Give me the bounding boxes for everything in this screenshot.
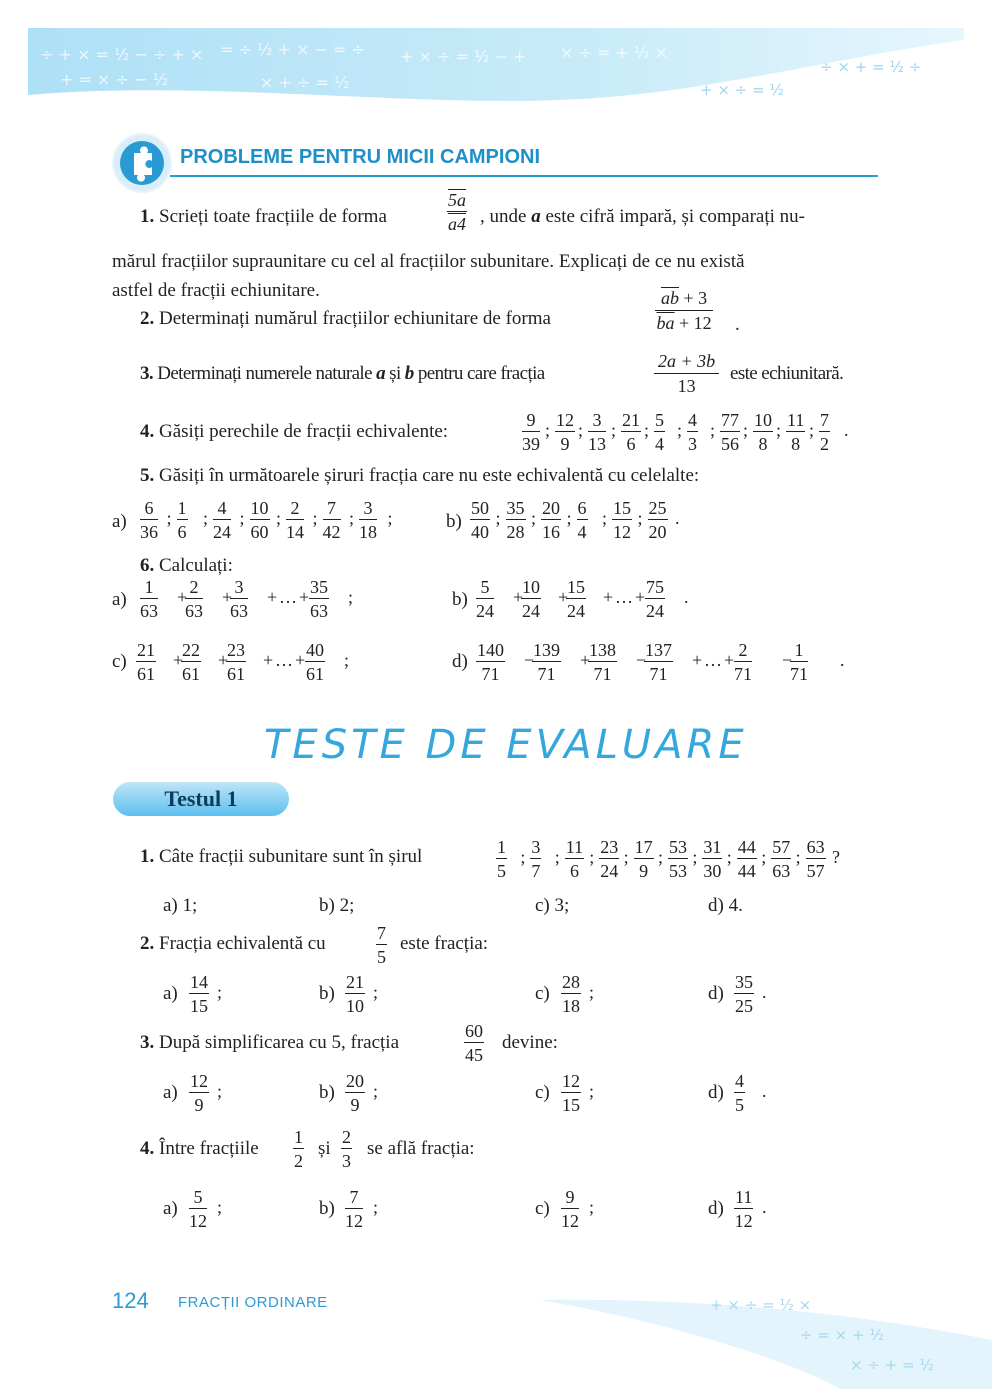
test-q4-fraction-1: $\frac{1}{2}$ xyxy=(294,1127,303,1171)
q1-separator: ; xyxy=(554,847,560,867)
problem-3-end: este echiunitară. xyxy=(730,363,844,384)
test-q1-answer-a[interactable]: a) 1; xyxy=(163,895,198,916)
test-q1-answer-c[interactable]: c) 3; xyxy=(535,895,570,916)
q1-fraction: $\frac{63}{57}$ xyxy=(806,837,825,881)
p5a-fraction: $\frac{2}{14}$ xyxy=(286,498,304,542)
p5b-separator: ; xyxy=(566,508,572,528)
q3-answer-fraction: $\frac{12}{15}$ xyxy=(562,1071,580,1115)
section-title: TESTE DE EVALUARE xyxy=(264,722,748,768)
q2-answer-fraction: $\frac{28}{18}$ xyxy=(562,972,580,1016)
p6d-fraction: $\frac{137}{71}$ xyxy=(645,640,672,684)
test-q4-fraction-2: $\frac{2}{3}$ xyxy=(342,1127,351,1171)
p6c-ellipsis: … xyxy=(275,650,293,670)
p4-separator: ; xyxy=(710,420,716,440)
svg-text:÷ = × + ½: ÷ = × + ½ xyxy=(800,1326,884,1344)
test-q4-text: 4. Între fracțiile xyxy=(140,1138,259,1159)
p6d-fraction: $\frac{2}{71}$ xyxy=(734,640,752,684)
q4-answer-fraction: $\frac{11}{12}$ xyxy=(734,1187,753,1231)
page-number: 124 xyxy=(112,1288,149,1313)
q3-answer-end-mark: ; xyxy=(373,1081,379,1101)
p4-fraction: $\frac{5}{4}$ xyxy=(655,410,664,454)
p5b-fraction: $\frac{15}{12}$ xyxy=(613,498,631,542)
p4-separator: ; xyxy=(578,420,584,440)
p4-fraction: $\frac{4}{3}$ xyxy=(688,410,697,454)
p6a-fraction: $\frac{35}{63}$ xyxy=(310,577,328,621)
p6a-fraction: $\frac{1}{63}$ xyxy=(140,577,158,621)
p5b-fraction: $\frac{35}{28}$ xyxy=(506,498,525,542)
q3-answer-label[interactable]: b) xyxy=(319,1082,335,1103)
p5b-separator: ; xyxy=(531,508,537,528)
q2-answer-end-mark: ; xyxy=(217,982,223,1002)
q4-answer-end-mark: . xyxy=(762,1197,767,1217)
p6d-ellipsis: … xyxy=(704,650,722,670)
p6d-end-mark: . xyxy=(840,650,845,670)
p6d-operator: − xyxy=(636,650,647,670)
p5b-separator: ; xyxy=(602,508,608,528)
p6d-fraction: $\frac{139}{71}$ xyxy=(533,640,560,684)
p5b-fraction: $\frac{20}{16}$ xyxy=(542,498,560,542)
test-q2-text-2: este fracția: xyxy=(400,933,489,954)
p4-fraction: $\frac{77}{56}$ xyxy=(721,410,739,454)
p6a-ellipsis: … xyxy=(279,587,297,607)
p6d-fraction: $\frac{140}{71}$ xyxy=(477,640,504,684)
p4-separator: ; xyxy=(743,420,749,440)
p4-separator: ; xyxy=(677,420,683,440)
problem-1-line-3: astfel de fracții echiunitare. xyxy=(112,280,320,301)
problem-6-a-label: a) xyxy=(112,589,127,610)
p6c-end-mark: ; xyxy=(344,650,350,670)
p6c-fraction: $\frac{22}{61}$ xyxy=(182,640,200,684)
svg-text:× + ÷ = ½: × + ÷ = ½ xyxy=(260,73,350,92)
q2-answer-fraction: $\frac{21}{10}$ xyxy=(346,972,364,1016)
problem-3-fraction: $\frac{2a + 3b}{13}$ xyxy=(654,351,719,396)
q3-answer-fraction: $\frac{20}{9}$ xyxy=(346,1071,364,1115)
problem-1-line-2: mărul fracțiilor supraunitare cu cel al fracțiilor subunitare. Explicați de ce nu există xyxy=(112,251,745,272)
problem-1-line-1-end: , unde a este cifră impară, și comparați nu- xyxy=(480,206,805,227)
q1-separator: ; xyxy=(520,847,526,867)
problem-5-text: 5. Găsiți în următoarele șiruri fracția care nu este echivalentă cu celelalte: xyxy=(140,465,700,486)
p6d-fraction: $\frac{1}{71}$ xyxy=(790,640,808,684)
p6b-end-mark: . xyxy=(684,587,689,607)
q3-answer-label[interactable]: c) xyxy=(535,1082,550,1103)
p6a-fraction: $\frac{2}{63}$ xyxy=(185,577,203,621)
p6a-operator: + xyxy=(299,587,310,607)
p6b-operator: + xyxy=(513,587,524,607)
p6c-fraction: $\frac{23}{61}$ xyxy=(227,640,245,684)
footer-chapter-title: FRACȚII ORDINARE xyxy=(178,1294,328,1311)
problem-5-a-label: a) xyxy=(112,511,127,532)
problem-3-text: 3. Determinați numerele naturale a și b pentru care fracția xyxy=(140,363,545,384)
svg-text:× ÷ = + ½ ×: × ÷ = + ½ × xyxy=(560,43,668,62)
p6c-fraction: $\frac{40}{61}$ xyxy=(306,640,324,684)
section-header-title: PROBLEME PENTRU MICII CAMPIONI xyxy=(180,146,541,168)
top-decorative-band xyxy=(0,0,992,135)
q4-answer-fraction: $\frac{7}{12}$ xyxy=(345,1187,363,1231)
problem-2-text: 2. Determinați numărul fracțiilor echiunitare de forma xyxy=(140,308,551,329)
q1-fraction: $\frac{11}{6}$ xyxy=(565,837,584,881)
p6c-operator: + xyxy=(218,650,229,670)
q2-answer-label[interactable]: c) xyxy=(535,983,550,1004)
q3-answer-end-mark: ; xyxy=(589,1081,595,1101)
p6a-operator: + xyxy=(177,587,188,607)
p5a-fraction: $\frac{7}{42}$ xyxy=(322,498,341,542)
p5a-separator: ; xyxy=(276,508,282,528)
q2-answer-label[interactable]: b) xyxy=(319,983,335,1004)
q1-separator: ; xyxy=(726,847,732,867)
p6b-fraction: $\frac{75}{24}$ xyxy=(646,577,664,621)
test-q3-fraction: $\frac{60}{45}$ xyxy=(465,1021,483,1065)
p4-fraction: $\frac{11}{8}$ xyxy=(787,410,805,454)
q1-fraction: $\frac{1}{5}$ xyxy=(497,837,506,881)
q1-fraction: $\frac{57}{63}$ xyxy=(772,837,791,881)
q1-separator: ; xyxy=(692,847,698,867)
p5b-fraction: $\frac{6}{4}$ xyxy=(577,498,587,542)
q2-answer-label[interactable]: d) xyxy=(708,983,724,1004)
p6d-operator: + xyxy=(580,650,591,670)
p5b-fraction: $\frac{25}{20}$ xyxy=(648,498,667,542)
p6c-operator: + xyxy=(295,650,306,670)
svg-text:÷ × + = ½ ÷: ÷ × + = ½ ÷ xyxy=(820,58,922,76)
p6b-operator: + xyxy=(635,587,646,607)
q3-answer-fraction: $\frac{4}{5}$ xyxy=(735,1071,744,1115)
bottom-decorative-band xyxy=(540,1280,992,1389)
q3-answer-label[interactable]: a) xyxy=(163,1082,178,1103)
test-q1-answer-b[interactable]: b) 2; xyxy=(319,895,355,916)
problem-4-text: 4. Găsiți perechile de fracții echivalente: xyxy=(140,421,449,442)
problem-6-b-label: b) xyxy=(452,589,468,610)
q4-answer-label[interactable]: b) xyxy=(319,1198,335,1219)
p6a-operator: + xyxy=(267,587,278,607)
p6d-operator: − xyxy=(524,650,535,670)
svg-text:= ÷ ½ + × − = ÷: = ÷ ½ + × − = ÷ xyxy=(220,40,365,59)
p5a-separator: ; xyxy=(166,508,172,528)
p6b-operator: + xyxy=(558,587,569,607)
p4-separator: ; xyxy=(545,420,551,440)
p6b-operator: + xyxy=(603,587,614,607)
q3-answer-end-mark: ; xyxy=(217,1081,223,1101)
test-label-pill: Testul 1 xyxy=(113,782,289,816)
q1-end-mark: ? xyxy=(832,847,840,867)
p5a-fraction: $\frac{1}{6}$ xyxy=(177,498,187,542)
q2-answer-end-mark: . xyxy=(762,982,767,1002)
test-q1-text: 1. Câte fracții subunitare sunt în șirul xyxy=(140,846,423,867)
header-rule xyxy=(170,175,878,177)
p6b-fraction: $\frac{15}{24}$ xyxy=(567,577,585,621)
p6a-end-mark: ; xyxy=(348,587,354,607)
p5a-fraction: $\frac{10}{60}$ xyxy=(250,498,269,542)
q4-answer-end-mark: ; xyxy=(373,1197,379,1217)
svg-text:+ × ÷ = ½ ×: + × ÷ = ½ × xyxy=(710,1296,812,1314)
p4-fraction: $\frac{3}{13}$ xyxy=(588,410,606,454)
test-q4-text-2: se află fracția: xyxy=(367,1138,475,1159)
p6c-operator: + xyxy=(173,650,184,670)
q1-fraction: $\frac{23}{24}$ xyxy=(600,837,619,881)
problem-5-b-label: b) xyxy=(446,511,462,532)
svg-text:+ = × ÷ − ½: + = × ÷ − ½ xyxy=(60,70,168,89)
p6d-fraction: $\frac{138}{71}$ xyxy=(589,640,616,684)
q1-separator: ; xyxy=(589,847,595,867)
p4-fraction: $\frac{10}{8}$ xyxy=(754,410,772,454)
q1-fraction: $\frac{53}{53}$ xyxy=(669,837,687,881)
p6a-fraction: $\frac{3}{63}$ xyxy=(230,577,248,621)
p4-fraction: $\frac{9}{39}$ xyxy=(522,410,540,454)
q2-answer-label[interactable]: a) xyxy=(163,983,178,1004)
p5a-separator: ; xyxy=(312,508,318,528)
q4-answer-label[interactable]: d) xyxy=(708,1198,724,1219)
puzzle-icon xyxy=(112,133,172,193)
p4-fraction: $\frac{7}{2}$ xyxy=(820,410,829,454)
p5a-separator: ; xyxy=(239,508,245,528)
p6b-fraction: $\frac{5}{24}$ xyxy=(476,577,494,621)
p5a-fraction: $\frac{3}{18}$ xyxy=(359,498,377,542)
q4-answer-fraction: $\frac{9}{12}$ xyxy=(561,1187,579,1231)
p4-end-mark: . xyxy=(844,420,849,440)
p5b-fraction: $\frac{50}{40}$ xyxy=(471,498,489,542)
q2-answer-end-mark: ; xyxy=(589,982,595,1002)
q1-separator: ; xyxy=(623,847,629,867)
p4-separator: ; xyxy=(809,420,815,440)
q2-answer-end-mark: ; xyxy=(373,982,379,1002)
test-q1-answer-d[interactable]: d) 4. xyxy=(708,895,743,916)
problem-2-end: . xyxy=(735,314,740,335)
problem-1-fraction: $\frac{5a}{a4}$ xyxy=(448,190,466,234)
problem-6-c-label: c) xyxy=(112,651,127,672)
p5b-end-mark: . xyxy=(675,508,680,528)
test-q3-text-2: devine: xyxy=(502,1032,558,1053)
p6d-operator: + xyxy=(724,650,735,670)
problem-6-d-label: d) xyxy=(452,651,468,672)
q3-answer-end-mark: . xyxy=(762,1081,767,1101)
test-q2-fraction: $\frac{7}{5}$ xyxy=(377,923,386,967)
p5a-fraction: $\frac{6}{36}$ xyxy=(140,498,158,542)
q1-fraction: $\frac{17}{9}$ xyxy=(634,837,653,881)
test-q4-si: și xyxy=(318,1138,331,1159)
q4-answer-end-mark: ; xyxy=(589,1197,595,1217)
test-q2-text: 2. Fracția echivalentă cu xyxy=(140,933,326,954)
p6b-fraction: $\frac{10}{24}$ xyxy=(522,577,540,621)
q2-answer-fraction: $\frac{14}{15}$ xyxy=(190,972,208,1016)
p4-separator: ; xyxy=(611,420,617,440)
q1-separator: ; xyxy=(795,847,801,867)
svg-text:÷ + × = ½ − ÷ + ×: ÷ + × = ½ − ÷ + × xyxy=(40,45,204,64)
p5b-separator: ; xyxy=(637,508,643,528)
q4-answer-end-mark: ; xyxy=(217,1197,223,1217)
p5a-separator: ; xyxy=(203,508,209,528)
p6c-operator: + xyxy=(263,650,274,670)
svg-text:+ × ÷ = ½: + × ÷ = ½ xyxy=(700,81,784,99)
q1-fraction: $\frac{44}{44}$ xyxy=(737,837,756,881)
p5a-fraction: $\frac{4}{24}$ xyxy=(213,498,231,542)
q3-answer-fraction: $\frac{12}{9}$ xyxy=(190,1071,208,1115)
p5b-separator: ; xyxy=(495,508,501,528)
q4-answer-fraction: $\frac{5}{12}$ xyxy=(189,1187,207,1231)
q1-separator: ; xyxy=(761,847,767,867)
q1-fraction: $\frac{31}{30}$ xyxy=(703,837,722,881)
q3-answer-label[interactable]: d) xyxy=(708,1082,724,1103)
test-q3-text: 3. După simplificarea cu 5, fracția xyxy=(140,1032,400,1053)
problem-2-fraction: $\frac{\overline{ab} + 3}{\overline{ba} + 12}$ xyxy=(656,288,712,333)
p4-fraction: $\frac{21}{6}$ xyxy=(622,410,640,454)
svg-text:+ × ÷ = ½ − +: + × ÷ = ½ − + xyxy=(400,47,527,66)
p4-separator: ; xyxy=(644,420,650,440)
q1-separator: ; xyxy=(658,847,664,867)
q2-answer-fraction: $\frac{35}{25}$ xyxy=(735,972,753,1016)
svg-text:× ÷ + = ½: × ÷ + = ½ xyxy=(850,1356,934,1374)
problem-1-line-1: 1. Scrieți toate fracțiile de forma xyxy=(140,206,387,227)
p4-fraction: $\frac{12}{9}$ xyxy=(556,410,574,454)
p4-separator: ; xyxy=(776,420,782,440)
p6d-operator: − xyxy=(782,650,793,670)
q1-fraction: $\frac{3}{7}$ xyxy=(531,837,541,881)
q4-answer-label[interactable]: c) xyxy=(535,1198,550,1219)
p6c-fraction: $\frac{21}{61}$ xyxy=(137,640,155,684)
p6a-operator: + xyxy=(222,587,233,607)
p5a-end-mark: ; xyxy=(387,508,393,528)
p6d-operator: + xyxy=(692,650,703,670)
problem-6-text: 6. Calculați: xyxy=(140,555,233,576)
p5a-separator: ; xyxy=(349,508,355,528)
p6b-ellipsis: … xyxy=(615,587,633,607)
q4-answer-label[interactable]: a) xyxy=(163,1198,178,1219)
